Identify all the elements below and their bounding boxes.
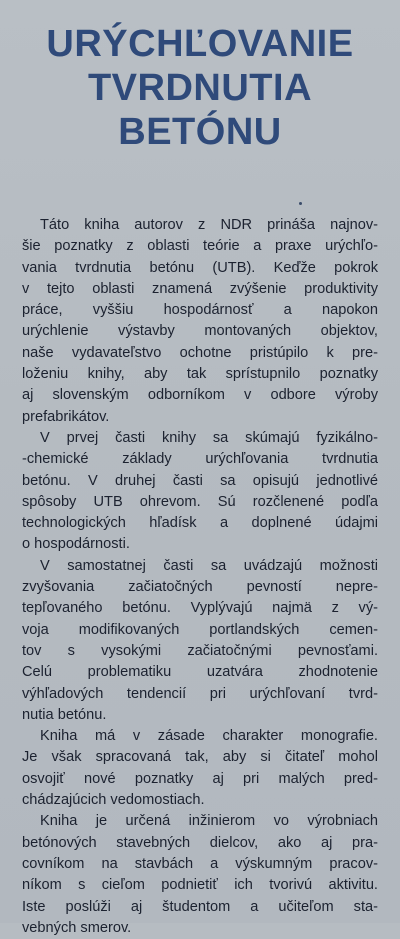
description-paragraph — [22, 811, 378, 939]
text-line: zvyšovania začiatočných pevností nepre- — [22, 579, 378, 596]
text-line: práce, vyššiu hospodárnosť a napokon — [22, 302, 378, 319]
description-paragraph — [22, 428, 378, 556]
text-line: nutia betónu. — [22, 706, 107, 723]
text-line: Kniha je určená inžinierom vo výrobniach — [40, 813, 378, 830]
text-line: šie poznatky z oblasti teórie a praxe urýchľo- — [22, 238, 378, 255]
text-line: Celú problematiku uzatvára zhodnotenie — [22, 664, 378, 681]
description-paragraph — [22, 556, 378, 726]
text-line: technologických hľadísk a doplnené údajmi — [22, 515, 378, 532]
text-line: Je však spracovaná tak, aby si čitateľ mohol — [22, 749, 378, 766]
description-paragraph — [22, 215, 378, 428]
text-line: betónových stavebných dielcov, ako aj pra- — [22, 834, 378, 851]
title-line-2: TVRDNUTIA — [87, 67, 313, 109]
text-line: v tejto oblasti znamená zvýšenie produktivity — [22, 280, 378, 297]
title-line-3: BETÓNU — [118, 111, 282, 153]
text-line: prefabrikátov. — [22, 408, 110, 425]
text-line: covníkom na stavbách a výskumným pracov- — [22, 855, 378, 872]
text-line: chádzajúcich vedomostiach. — [22, 792, 205, 809]
text-line: níkom s cieľom podnietiť ich tvorivú aktivitu. — [22, 877, 378, 894]
text-line: výhľadových tendencií pri urýchľovaní tvrd- — [22, 685, 378, 702]
title-line-1: URÝCHĽOVANIE — [46, 23, 354, 65]
text-line: o hospodárnosti. — [22, 536, 130, 553]
text-line: Kniha má v zásade charakter monografie. — [40, 728, 378, 745]
text-line: V samostatnej časti sa uvádzajú možnosti — [40, 557, 378, 574]
decorative-dot — [299, 202, 302, 205]
text-line: tov s vysokými začiatočnými pevnosťami. — [22, 642, 378, 659]
text-line: urýchlenie výstavby montovaných objektov, — [22, 323, 378, 340]
text-line: vania tvrdnutia betónu (UTB). Keďže pokrok — [22, 259, 378, 276]
text-line: vebných smerov. — [22, 919, 132, 936]
text-line: voja modifikovaných portlandských cemen- — [22, 621, 378, 638]
text-line: -chemické základy urýchľovania tvrdnutia — [22, 451, 378, 468]
text-line: Iste poslúži aj študentom a učiteľom sta- — [22, 898, 378, 915]
description-paragraph — [22, 726, 378, 811]
text-line: Táto kniha autorov z NDR prináša najnov- — [40, 217, 378, 233]
text-line: V prvej časti knihy sa skúmajú fyzikálno- — [40, 429, 378, 446]
book-title — [0, 22, 400, 154]
text-line: naše vydavateľstvo ochotne pristúpilo k pre- — [22, 344, 378, 361]
text-line: osvojiť nové poznatky aj pri malých pred- — [22, 770, 378, 787]
text-line: tepľovaného betónu. Vyplývajú najmä z vý- — [22, 600, 378, 617]
book-description — [22, 215, 378, 939]
text-line: aj slovenským odborníkom v odbore výroby — [22, 387, 378, 404]
text-line: spôsoby UTB ohrevom. Sú rozčlenené podľa — [22, 493, 378, 510]
text-line: loženiu knihy, aby tak sprístupnilo poznatky — [22, 366, 378, 383]
text-line: betónu. V druhej časti sa opisujú jednotlivé — [22, 472, 378, 489]
